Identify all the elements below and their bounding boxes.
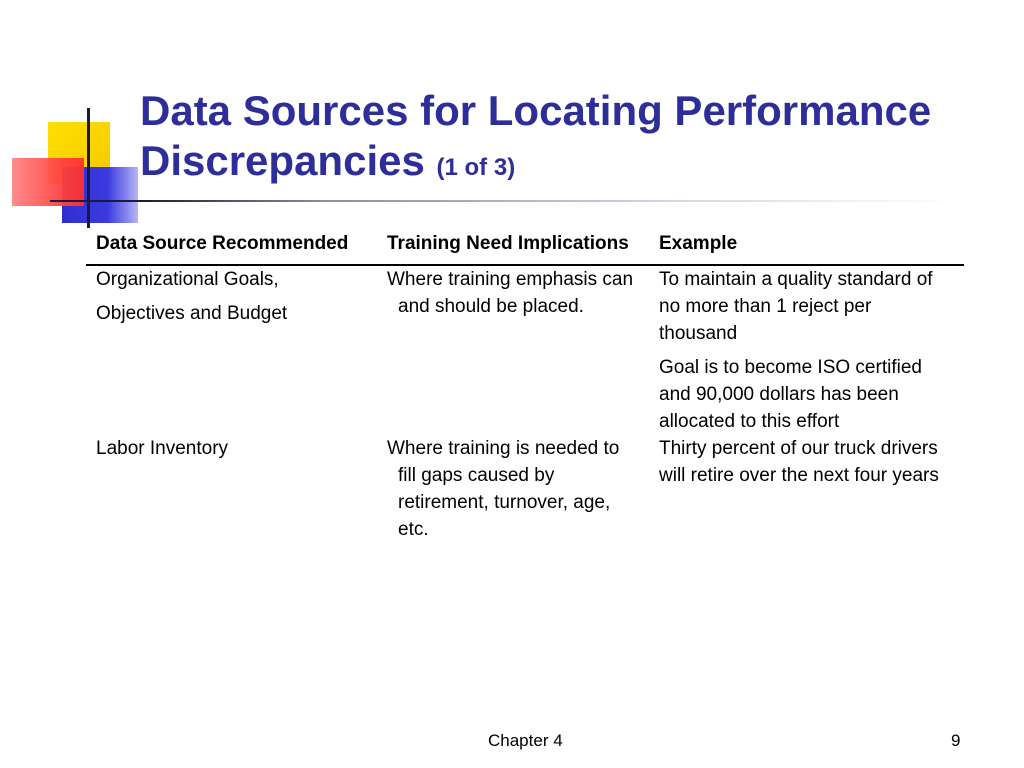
example-text: Thirty percent of our truck drivers will retire over the next four years: [659, 438, 939, 486]
header-training-need: Training Need Implications: [377, 228, 649, 265]
table-row: [86, 265, 964, 435]
table-row: [86, 435, 964, 543]
example-text: To maintain a quality standard of no more than 1 reject per thousand: [659, 269, 933, 344]
source-line: Objectives and Budget: [96, 303, 288, 324]
slide-title-main: Data Sources for Locating Performance Discrepancies: [140, 87, 932, 184]
footer-chapter: Chapter 4: [488, 731, 563, 750]
decorative-red-square: [12, 158, 84, 206]
header-example: Example: [649, 228, 964, 265]
footer-page-number: 9: [951, 731, 961, 750]
header-data-source: Data Source Recommended: [86, 228, 377, 265]
title-underline: [50, 200, 960, 202]
implications-text: Where training is needed to fill gaps caused by retirement, turnover, age, etc.: [387, 438, 620, 540]
cell-implications: [377, 435, 649, 543]
source-line: Labor Inventory: [96, 438, 229, 459]
slide-title-part-indicator: (1 of 3): [436, 154, 516, 181]
cell-data-source: [86, 435, 377, 543]
cell-example: [649, 435, 964, 543]
table-header-row: [86, 228, 964, 265]
implications-text: Where training emphasis can and should be placed.: [387, 269, 634, 317]
cell-example: [649, 265, 964, 435]
cell-data-source: [86, 265, 377, 435]
slide-title: [140, 86, 980, 193]
data-sources-table: [86, 228, 964, 543]
example-text: Goal is to become ISO certified and 90,000 dollars has been allocated to this effort: [659, 357, 922, 432]
source-line: Organizational Goals,: [96, 269, 279, 290]
cell-implications: [377, 265, 649, 435]
decorative-vertical-line: [87, 108, 90, 228]
